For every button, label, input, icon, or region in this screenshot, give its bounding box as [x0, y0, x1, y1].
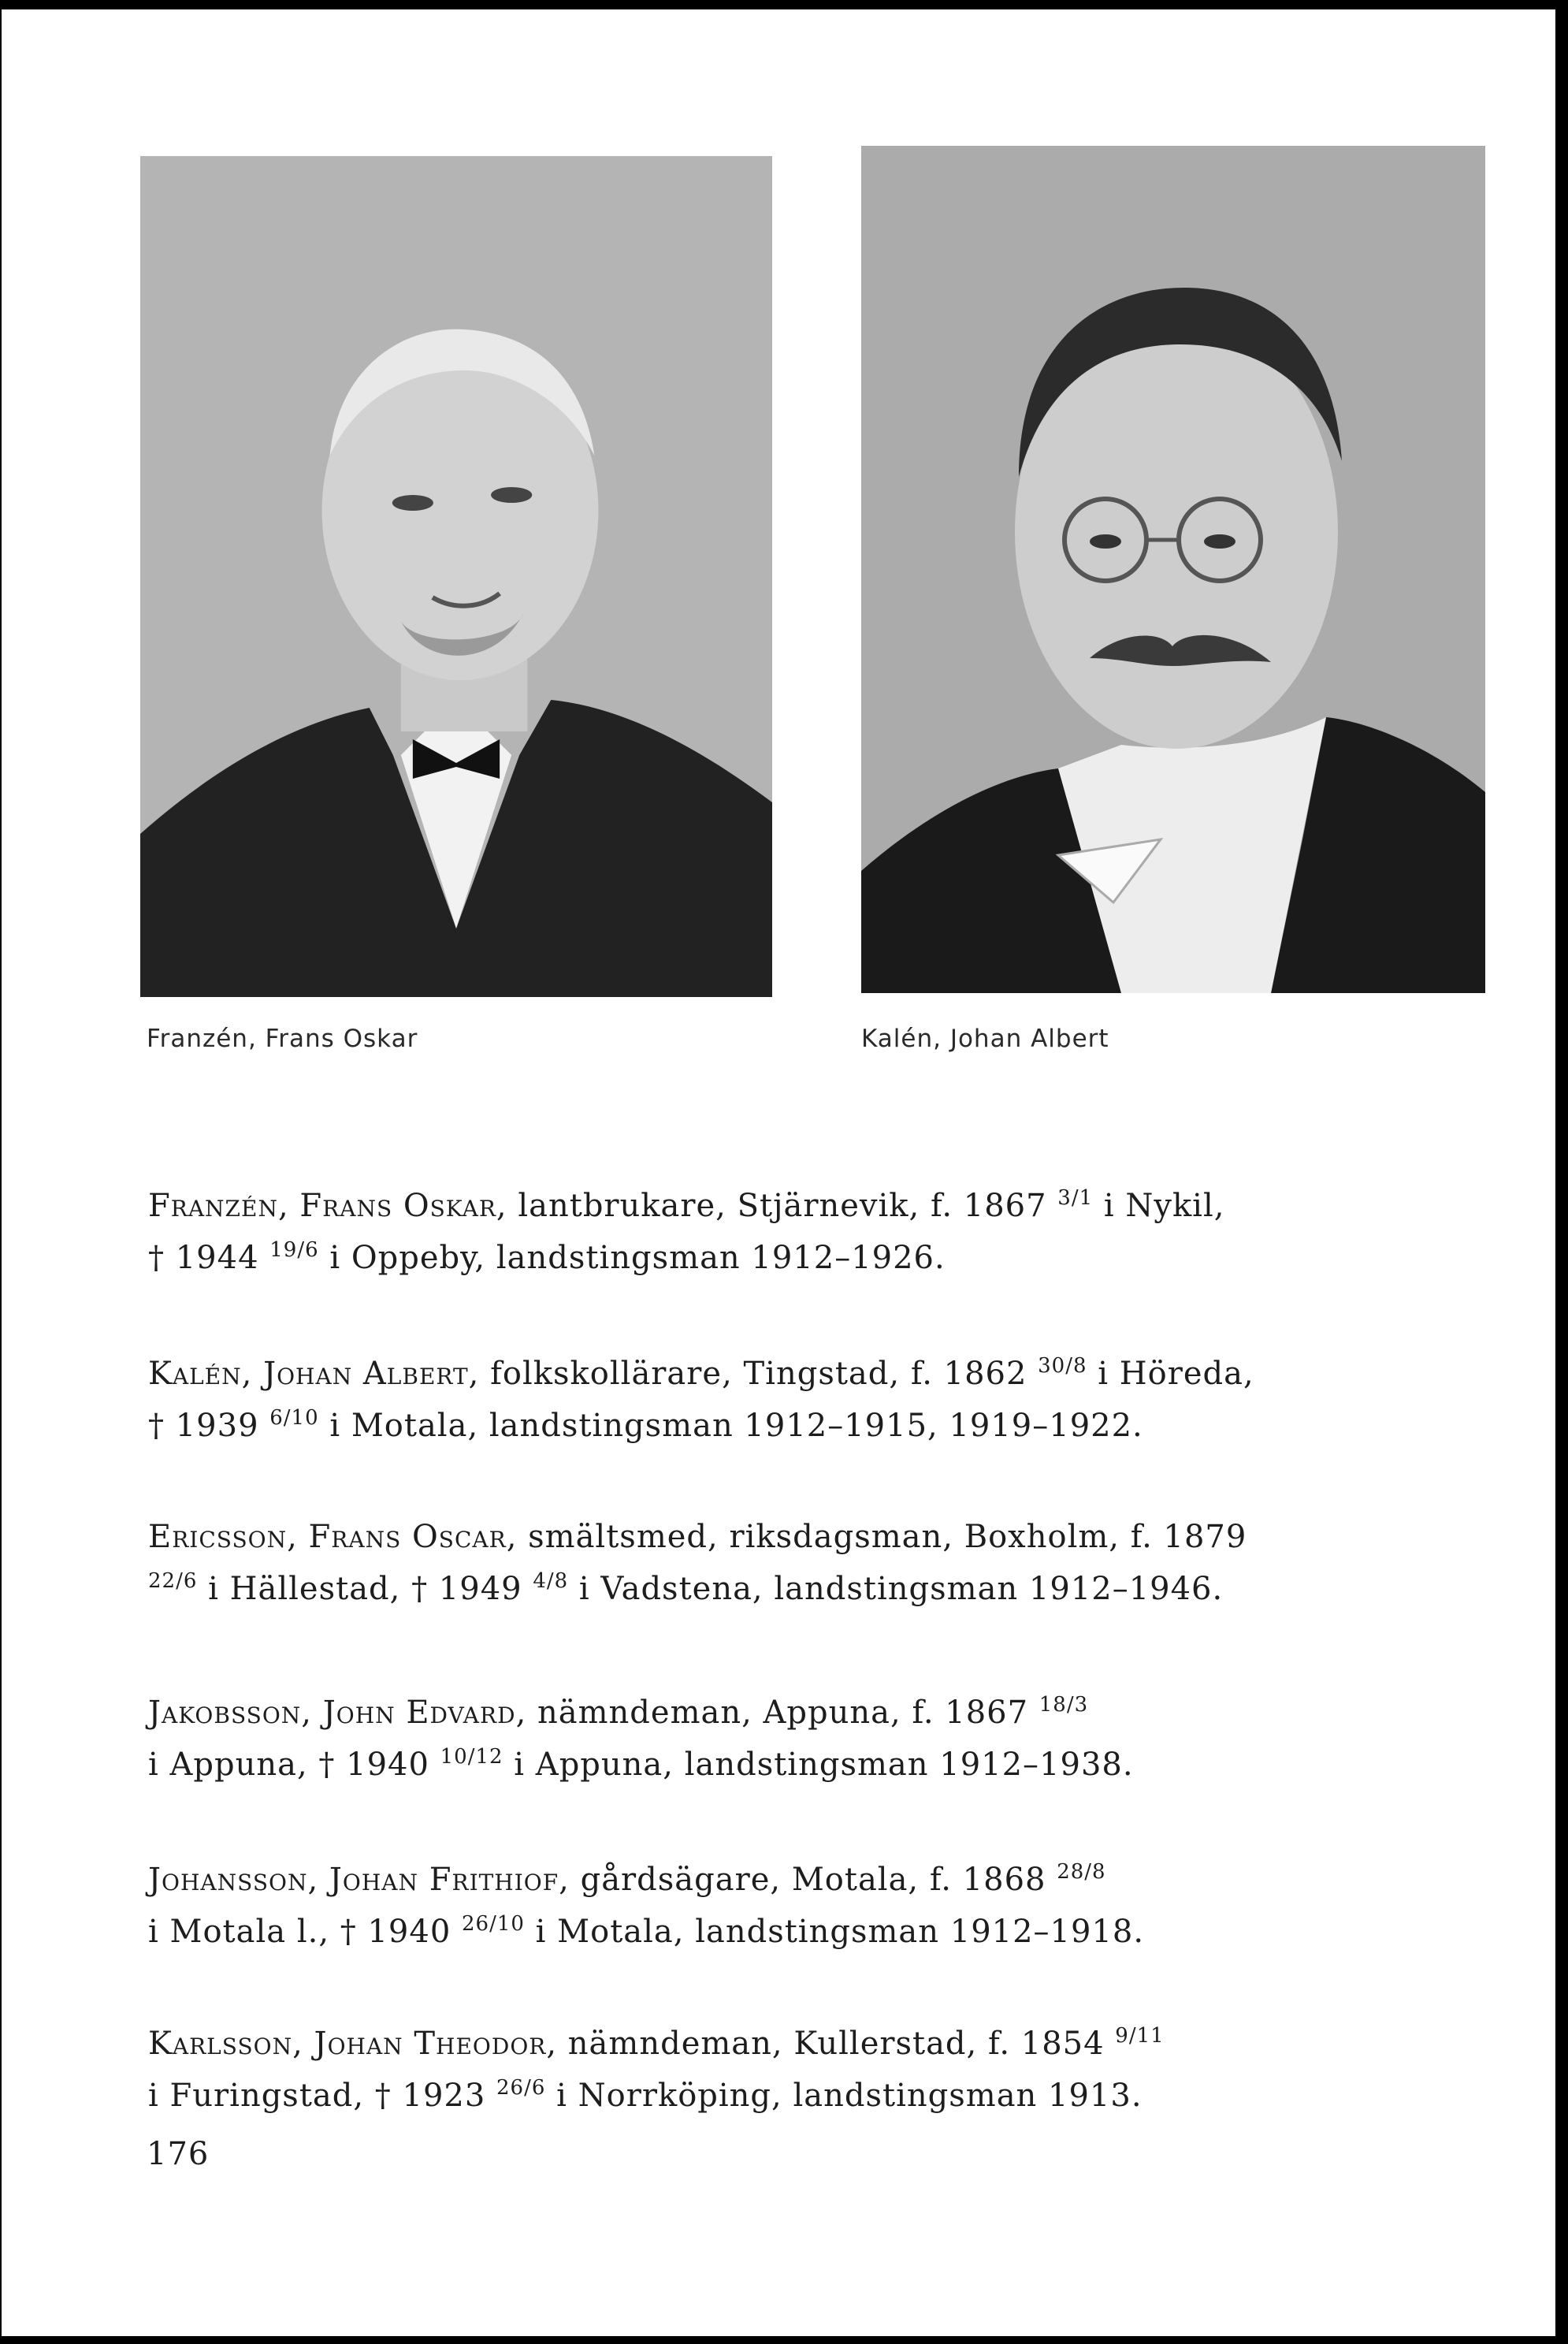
entry-johansson [148, 1850, 1440, 1954]
page-number: 176 [147, 2136, 210, 2172]
entry-text: , lantbrukare, Stjärnevik, f. 1867 [496, 1188, 1058, 1224]
entry-text: i Hällestad, † 1949 [197, 1571, 533, 1607]
entry-ericsson [148, 1515, 1440, 1611]
entry-text: † 1939 [148, 1408, 270, 1444]
entry-text: i Motala, landstingsman 1912–1915, 1919–1922. [318, 1408, 1143, 1444]
entry-date-fraction: 30/8 [1038, 1354, 1087, 1378]
entry-text: i Oppeby, landstingsman 1912–1926. [318, 1240, 946, 1276]
entry-text: i Appuna, landstingsman 1912–1938. [503, 1747, 1134, 1783]
entry-date-fraction: 26/6 [496, 2076, 546, 2100]
entry-text: , nämndeman, Kullerstad, f. 1854 [546, 2026, 1116, 2062]
entry-name: Karlsson, Johan Theodor [148, 2026, 547, 2062]
portrait-photo-kalen-graphic [861, 146, 1485, 993]
entry-date-fraction: 18/3 [1039, 1693, 1089, 1717]
entry-text: i Nykil, [1093, 1188, 1225, 1224]
entry-franzen [148, 1176, 1440, 1280]
entry-text: , smältsmed, riksdagsman, Boxholm, f. 1879 [506, 1519, 1247, 1555]
entry-text: i Norrköping, landstingsman 1913. [545, 2078, 1143, 2114]
entry-name: Jakobsson, John Edvard [148, 1695, 516, 1731]
entry-text: i Höreda, [1087, 1356, 1254, 1392]
entry-text: i Motala, landstingsman 1912–1918. [524, 1914, 1145, 1950]
entry-name: Johansson, Johan Frithiof [148, 1862, 559, 1898]
entry-name: Kalén, Johan Albert [148, 1356, 469, 1392]
entry-date-fraction: 6/10 [269, 1406, 319, 1430]
entry-text: , nämndeman, Appuna, f. 1867 [515, 1695, 1039, 1731]
entry-text: , folkskollärare, Tingstad, f. 1862 [468, 1356, 1039, 1392]
entry-date-fraction: 3/1 [1057, 1186, 1094, 1210]
entry-date-fraction: 22/6 [148, 1569, 198, 1593]
entry-text: i Appuna, † 1940 [148, 1747, 440, 1783]
entry-karlsson [148, 2014, 1440, 2118]
entry-jakobsson [148, 1683, 1440, 1787]
entry-name: Ericsson, Frans Oscar [148, 1519, 507, 1555]
portrait-photo-franzen-graphic [140, 156, 772, 997]
portrait-photo-franzen [140, 156, 772, 997]
entry-date-fraction: 26/10 [462, 1912, 525, 1936]
caption-left: Franzén, Frans Oskar [147, 1025, 418, 1053]
entry-text: i Motala l., † 1940 [148, 1914, 462, 1950]
caption-right: Kalén, Johan Albert [861, 1025, 1109, 1053]
entry-text: , gårdsägare, Motala, f. 1868 [559, 1862, 1057, 1898]
entry-name: Franzén, Frans Oskar [148, 1188, 496, 1224]
entry-date-fraction: 10/12 [440, 1745, 503, 1769]
entry-date-fraction: 9/11 [1115, 2024, 1165, 2048]
entry-date-fraction: 4/8 [533, 1569, 569, 1593]
portrait-photo-kalen [861, 146, 1485, 993]
entry-date-fraction: 19/6 [269, 1238, 319, 1262]
entry-kalen [148, 1344, 1440, 1448]
entry-text: † 1944 [148, 1240, 270, 1276]
entry-date-fraction: 28/8 [1057, 1860, 1106, 1884]
entry-text: i Vadstena, landstingsman 1912–1946. [568, 1571, 1224, 1607]
entry-text: i Furingstad, † 1923 [148, 2078, 497, 2114]
